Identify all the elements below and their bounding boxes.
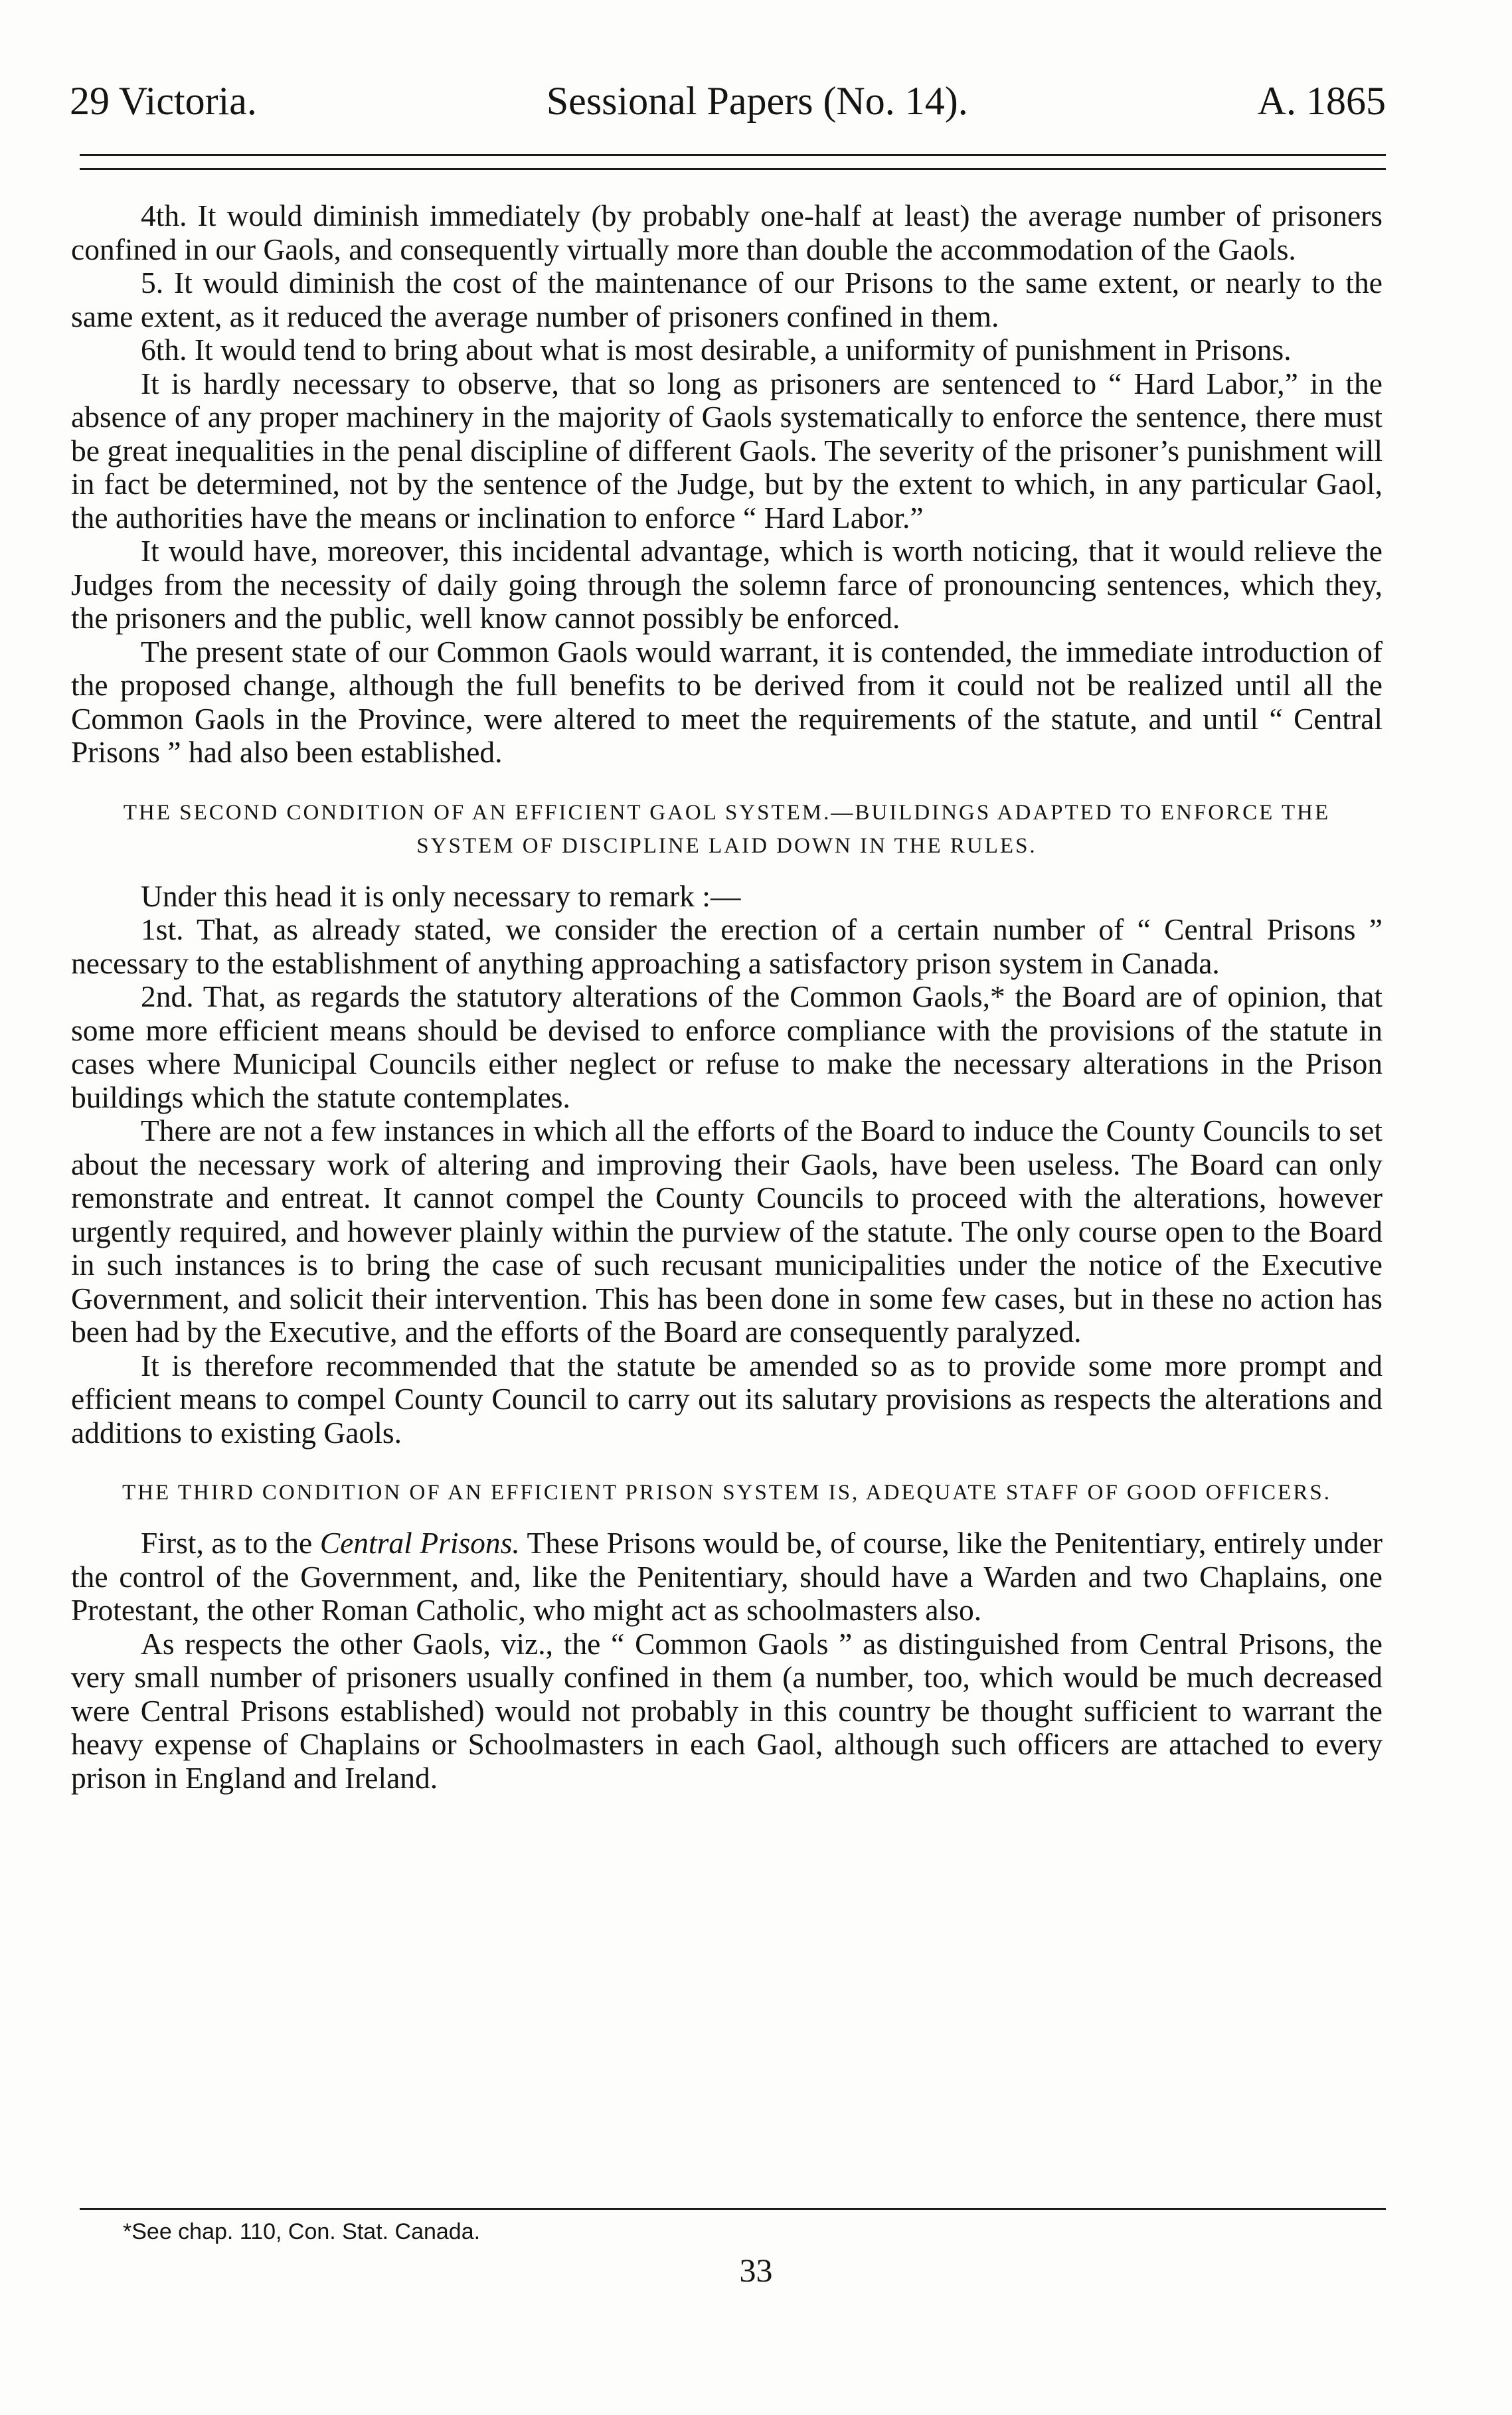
- paragraph-county-councils: There are not a few instances in which all the efforts of the Board to induce the County Councils to set about the necessary work of altering and improving their Gaols, have been useless. The Board can only remonstrate and entreat. It cannot compel the County Councils to proceed with the alterations, however urgently required, and however plainly within the purview of the statute. The only course open to the Board in such instances is to bring the case of such recusant municipalities under the notice of the Executive Government, and solicit their intervention. This has been done in some few cases, but in these no action has been had by the Executive, and the efforts of the Board are consequently paralyzed.: [71, 1114, 1383, 1349]
- paragraph-5th: 5. It would diminish the cost of the maintenance of our Prisons to the same extent, or nearly to the same extent, as it reduced the average number of prisoners confined in them.: [71, 266, 1383, 333]
- running-header: [70, 78, 1386, 138]
- paragraph-incidental-advantage: It would have, moreover, this incidental advantage, which is worth noticing, that it would relieve the Judges from the necessity of daily going through the solemn farce of pronouncing sentences, which they, the prisoners and the public, well know cannot possibly be enforced.: [71, 534, 1383, 635]
- central-prisons-italic: Central Prisons.: [319, 1526, 520, 1560]
- header-year: A. 1865: [1257, 79, 1386, 123]
- central-prisons-rest: These Prisons would be, of course, like the Penitentiary, entirely under the control of the Government, and, like the Penitentiary, should have a Warden and two Chaplains, one Protestant, the other Roman Catholic, who might act as schoolmasters also.: [71, 1526, 1383, 1627]
- header-regnal-year: 29 Victoria.: [70, 79, 257, 123]
- page-number: 33: [739, 2252, 773, 2289]
- paragraph-common-gaols: As respects the other Gaols, viz., the “ Common Gaols ” as distinguished from Central Prisons, the very small number of prisoners usually confined in them (a number, too, which would be much decreased were Central Prisons established) would not probably in this country be thought sufficient to warrant the heavy expense of Chaplains or Schoolmasters in each Gaol, although such officers are attached to every prison in England and Ireland.: [71, 1626, 1383, 1795]
- paragraph-2nd: 2nd. That, as regards the statutory alterations of the Common Gaols,* the Board are of opinion, that some more efficient means should be devised to enforce compliance with the provisions of the statute in cases where Municipal Councils either neglect or refuse to make the necessary alterations in the Prison buildings which the statute contemplates.: [71, 979, 1383, 1114]
- body-text: [71, 199, 1383, 1795]
- paragraph-4th: 4th. It would diminish immediately (by probably one-half at least) the average number of prisoners confined in our Gaols, and consequently virtually more than double the accommodation of the Gaols.: [71, 199, 1383, 266]
- paragraph-6th: 6th. It would tend to bring about what is most desirable, a uniformity of punishment in Prisons.: [141, 333, 1292, 367]
- paragraph-present-state: The present state of our Common Gaols would warrant, it is contended, the immediate introduction of the proposed change, although the full benefits to be derived from it could not be realized until all the Common Gaols in the Province, were altered to meet the requirements of the statute, and until “ Central Prisons ” had also been established.: [71, 634, 1383, 769]
- section-heading-third-condition: THE THIRD CONDITION OF AN EFFICIENT PRISON SYSTEM IS, ADEQUATE STAFF OF GOOD OFFICERS.: [122, 1481, 1331, 1505]
- header-title: Sessional Papers (No. 14).: [546, 79, 968, 123]
- footnote: *See chap. 110, Con. Stat. Canada.: [123, 2219, 481, 2244]
- paragraph-1st: 1st. That, as already stated, we consider the erection of a certain number of “ Central Prisons ” necessary to the establishment of anything approaching a satisfactory prison system in Canada.: [71, 912, 1383, 980]
- central-prisons-lead: First, as to the: [141, 1526, 320, 1560]
- footnote-rule: [80, 2208, 1386, 2210]
- header-double-rule: [80, 154, 1386, 170]
- paragraph-recommendation: It is therefore recommended that the statute be amended so as to provide some more prompt and efficient means to compel County Council to carry out its salutary provisions as respects the alterations and additions to existing Gaols.: [71, 1348, 1383, 1450]
- paragraph-under-this-head: Under this head it is only necessary to remark :—: [141, 878, 741, 913]
- section-heading-second-condition: THE SECOND CONDITION OF AN EFFICIENT GAOL SYSTEM.—BUILDINGS ADAPTED TO ENFORCE THE SYSTEM OF DISCIPLINE LAID DOWN IN THE RULES.: [123, 800, 1331, 858]
- paragraph-central-prisons: [71, 1527, 1383, 1627]
- paragraph-hard-labor: It is hardly necessary to observe, that so long as prisoners are sentenced to “ Hard Labor,” in the absence of any proper machinery in the majority of Gaols systematically to enforce the sentence, there must be great inequalities in the penal discipline of different Gaols. The severity of the prisoner’s punishment will in fact be determined, not by the sentence of the Judge, but by the extent to which, in any particular Gaol, the authorities have the means or inclination to enforce “ Hard Labor.”: [71, 366, 1383, 535]
